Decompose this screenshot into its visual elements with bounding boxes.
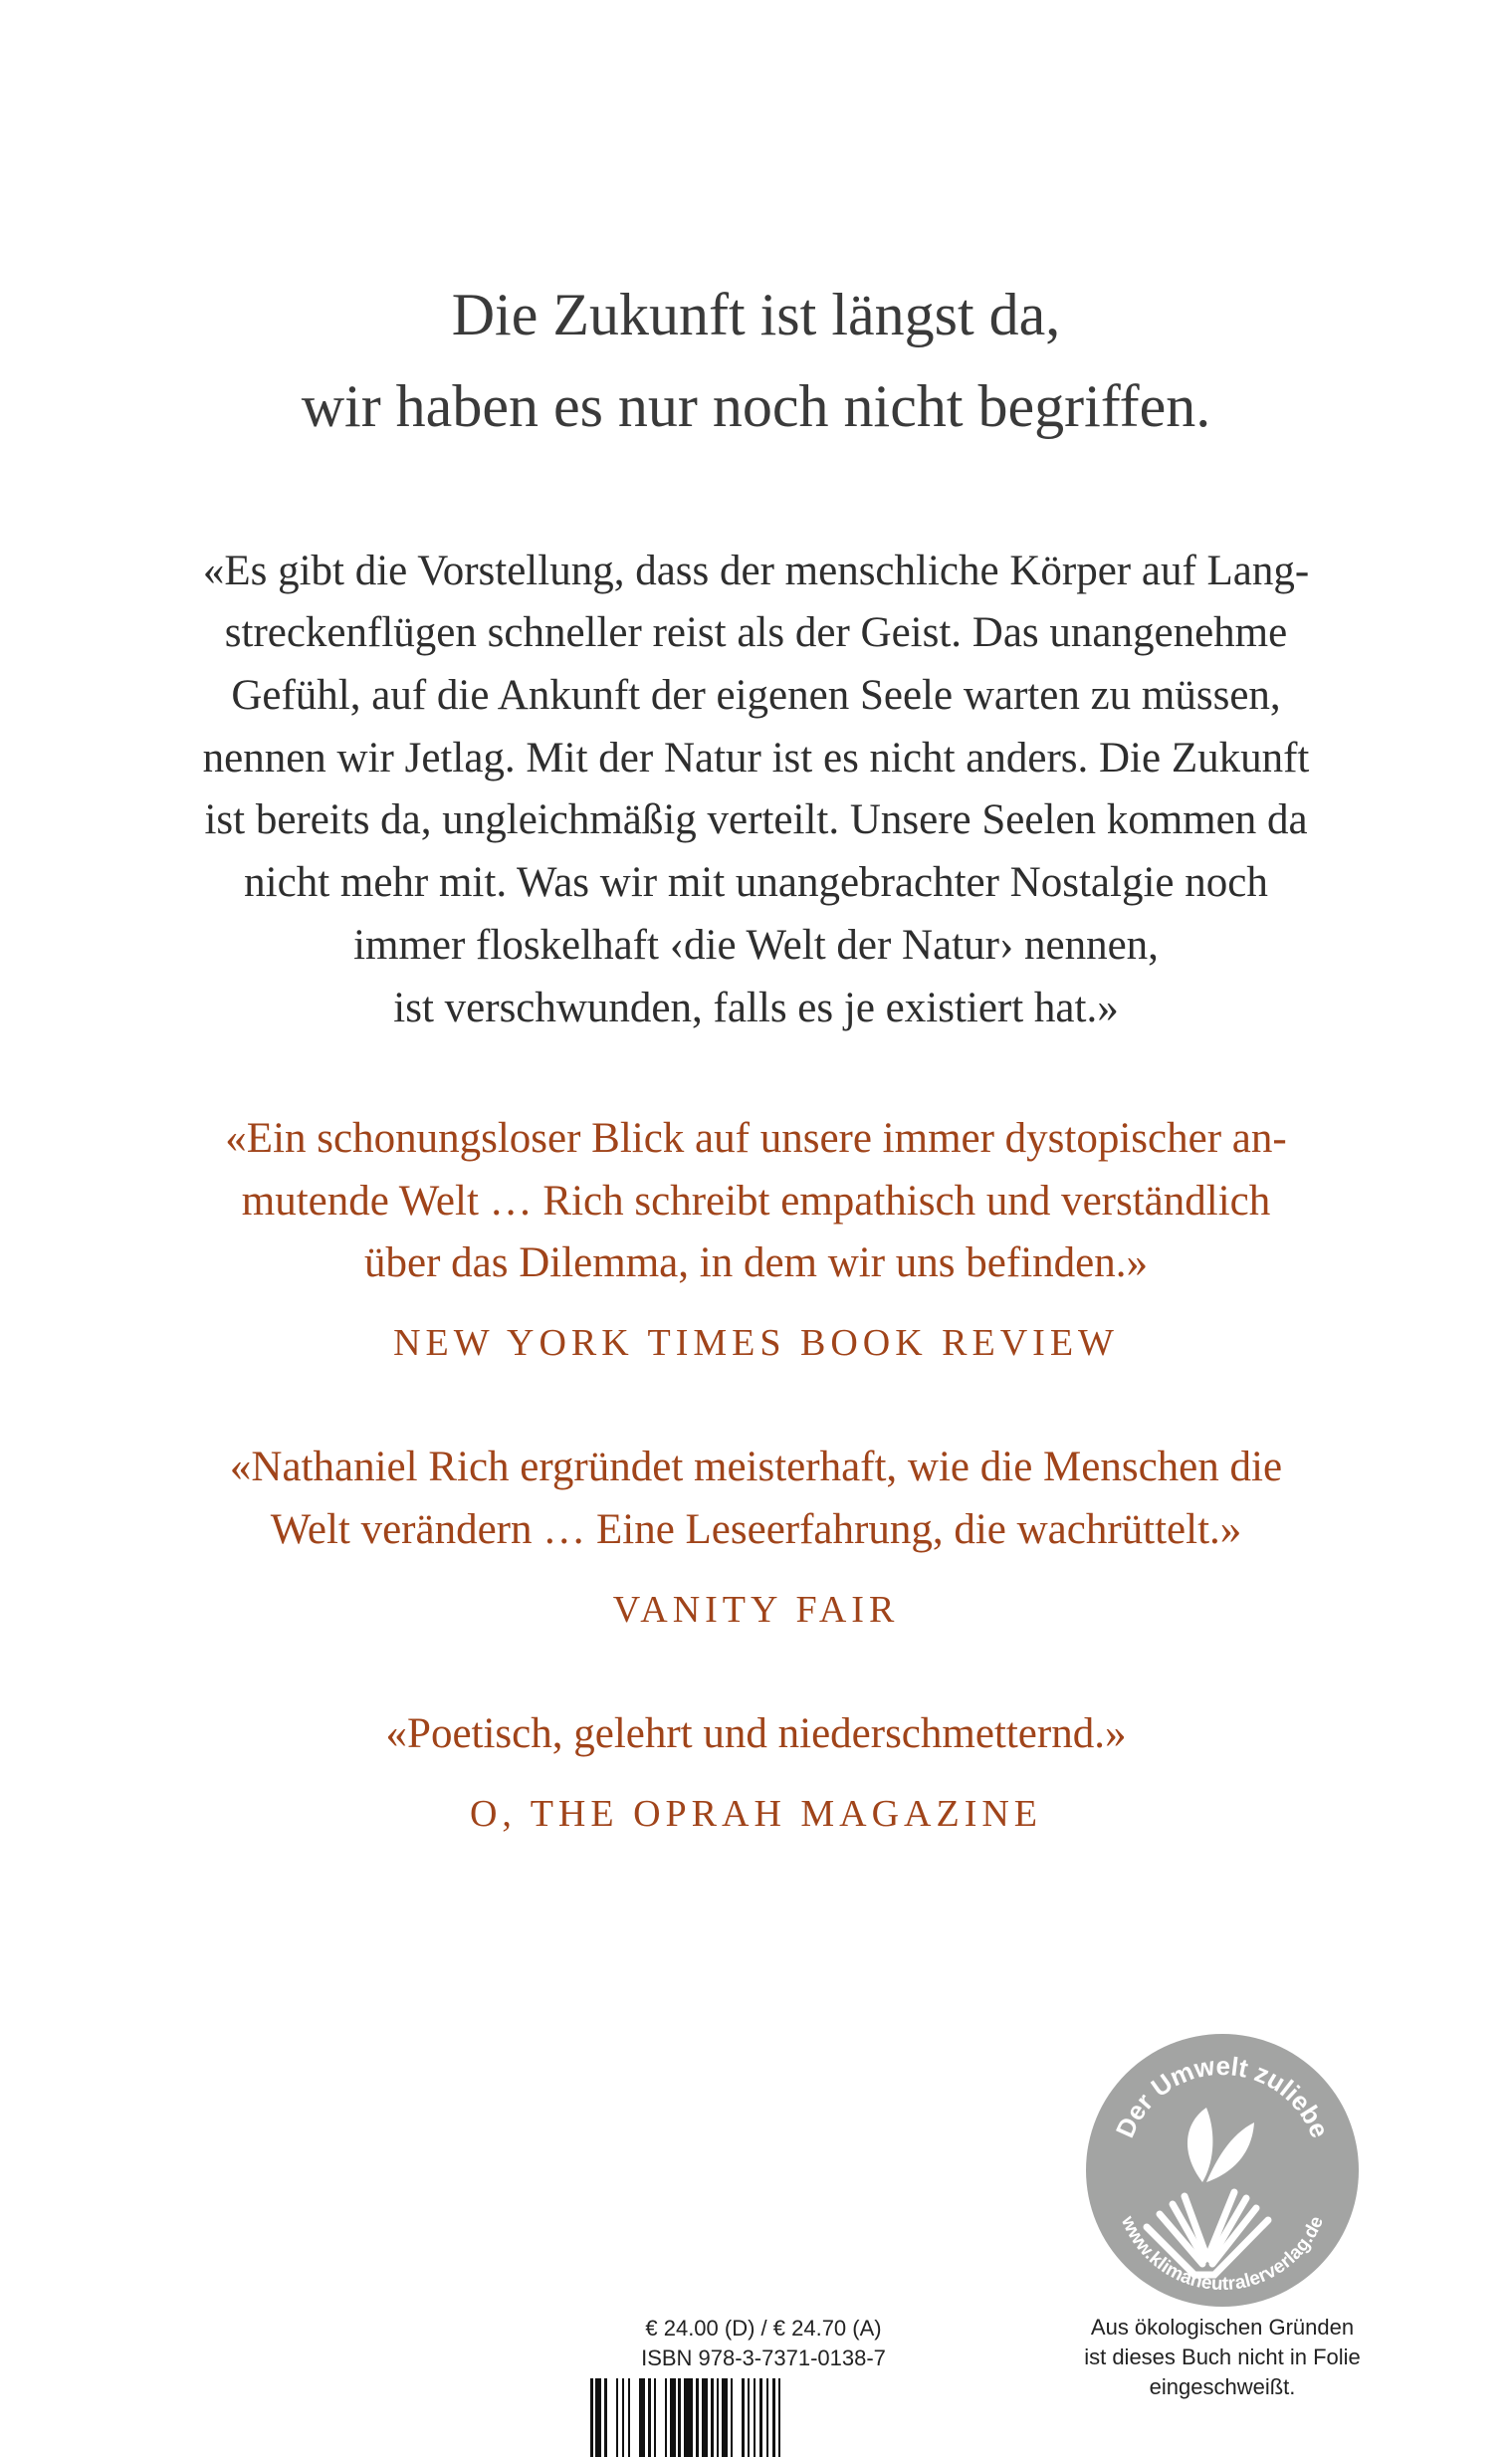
barcode-bar [754, 2378, 756, 2457]
barcode-bar [665, 2378, 667, 2457]
headline-line: wir haben es nur noch nicht begriffen. [301, 373, 1211, 439]
barcode-bar [731, 2378, 733, 2457]
eco-note-line: ist dieses Buch nicht in Folie [1084, 2345, 1361, 2369]
barcode-bar [590, 2378, 593, 2457]
barcode-bar [678, 2378, 681, 2457]
barcode-bar [759, 2378, 762, 2457]
review-source: VANITY FAIR [612, 1589, 900, 1631]
review-quote-line: über das Dilemma, in dem wir uns befinden.» [364, 1239, 1148, 1286]
barcode-bar [722, 2378, 728, 2457]
barcode-bar [702, 2378, 708, 2457]
excerpt-line: streckenflügen schneller reist als der Geist. Das unangenehme [224, 609, 1288, 656]
excerpt-line: immer floskelhaft ‹die Welt der Natur› nennen, [353, 922, 1159, 969]
barcode-bar [648, 2378, 651, 2457]
barcode-bar [628, 2378, 630, 2457]
barcode-bar [711, 2378, 714, 2457]
barcode-bar [748, 2378, 750, 2457]
excerpt-line: nennen wir Jetlag. Mit der Natur ist es nicht anders. Die Zukunft [202, 735, 1310, 782]
seal-bottom-text: www.klimaneutralerverlag.de [1116, 2213, 1329, 2296]
review-quote-line: «Poetisch, gelehrt und niederschmetternd.» [385, 1710, 1127, 1757]
barcode-bar [616, 2378, 618, 2457]
barcode-bar [604, 2378, 607, 2457]
review-quote-line: Welt verändern … Eine Leseerfahrung, die wachrüttelt.» [270, 1506, 1242, 1553]
review-source: NEW YORK TIMES BOOK REVIEW [393, 1322, 1119, 1364]
barcode-bar [595, 2378, 601, 2457]
barcode-bar [717, 2378, 719, 2457]
review-quote-line: «Nathaniel Rich ergründet meisterhaft, wie die Menschen die [229, 1444, 1283, 1490]
review-source: O, THE OPRAH MAGAZINE [469, 1793, 1043, 1835]
eco-note-line: Aus ökologischen Gründen [1090, 2315, 1355, 2340]
barcode-bar [766, 2378, 768, 2457]
review-quote-line: mutende Welt … Rich schreibt empathisch und verständlich [241, 1178, 1271, 1225]
excerpt-line: nicht mehr mit. Was wir mit unangebrachter Nostalgie noch [244, 859, 1268, 906]
excerpt-line: ist bereits da, ungleichmäßig verteilt. Unsere Seelen kommen da [204, 796, 1308, 843]
review-quote-line: «Ein schonungsloser Blick auf unsere immer dystopischer an- [225, 1115, 1287, 1162]
eco-seal-logo [1085, 2033, 1360, 2308]
barcode-bar [684, 2378, 693, 2457]
eco-note-line: eingeschweißt. [1149, 2374, 1296, 2399]
excerpt-line: «Es gibt die Vorstellung, dass der menschliche Körper auf Lang- [202, 548, 1310, 594]
barcode-bar [696, 2378, 699, 2457]
barcode-bar [622, 2378, 624, 2457]
barcode-bar [654, 2378, 656, 2457]
barcode-bar [778, 2378, 780, 2457]
isbn: ISBN 978-3-7371-0138-7 [641, 2345, 886, 2370]
seal-top-text: Der Umwelt zuliebe [1109, 2050, 1336, 2142]
excerpt-line: Gefühl, auf die Ankunft der eigenen Seele warten zu müssen, [231, 672, 1281, 719]
barcode-bar [639, 2378, 645, 2457]
headline-line: Die Zukunft ist längst da, [451, 282, 1061, 347]
barcode-bar [772, 2378, 775, 2457]
barcode [590, 2378, 941, 2457]
barcode-bar [742, 2378, 745, 2457]
barcode-bar [670, 2378, 676, 2457]
price: € 24.00 (D) / € 24.70 (A) [645, 2316, 882, 2341]
excerpt-line: ist verschwunden, falls es je existiert hat.» [393, 985, 1119, 1031]
